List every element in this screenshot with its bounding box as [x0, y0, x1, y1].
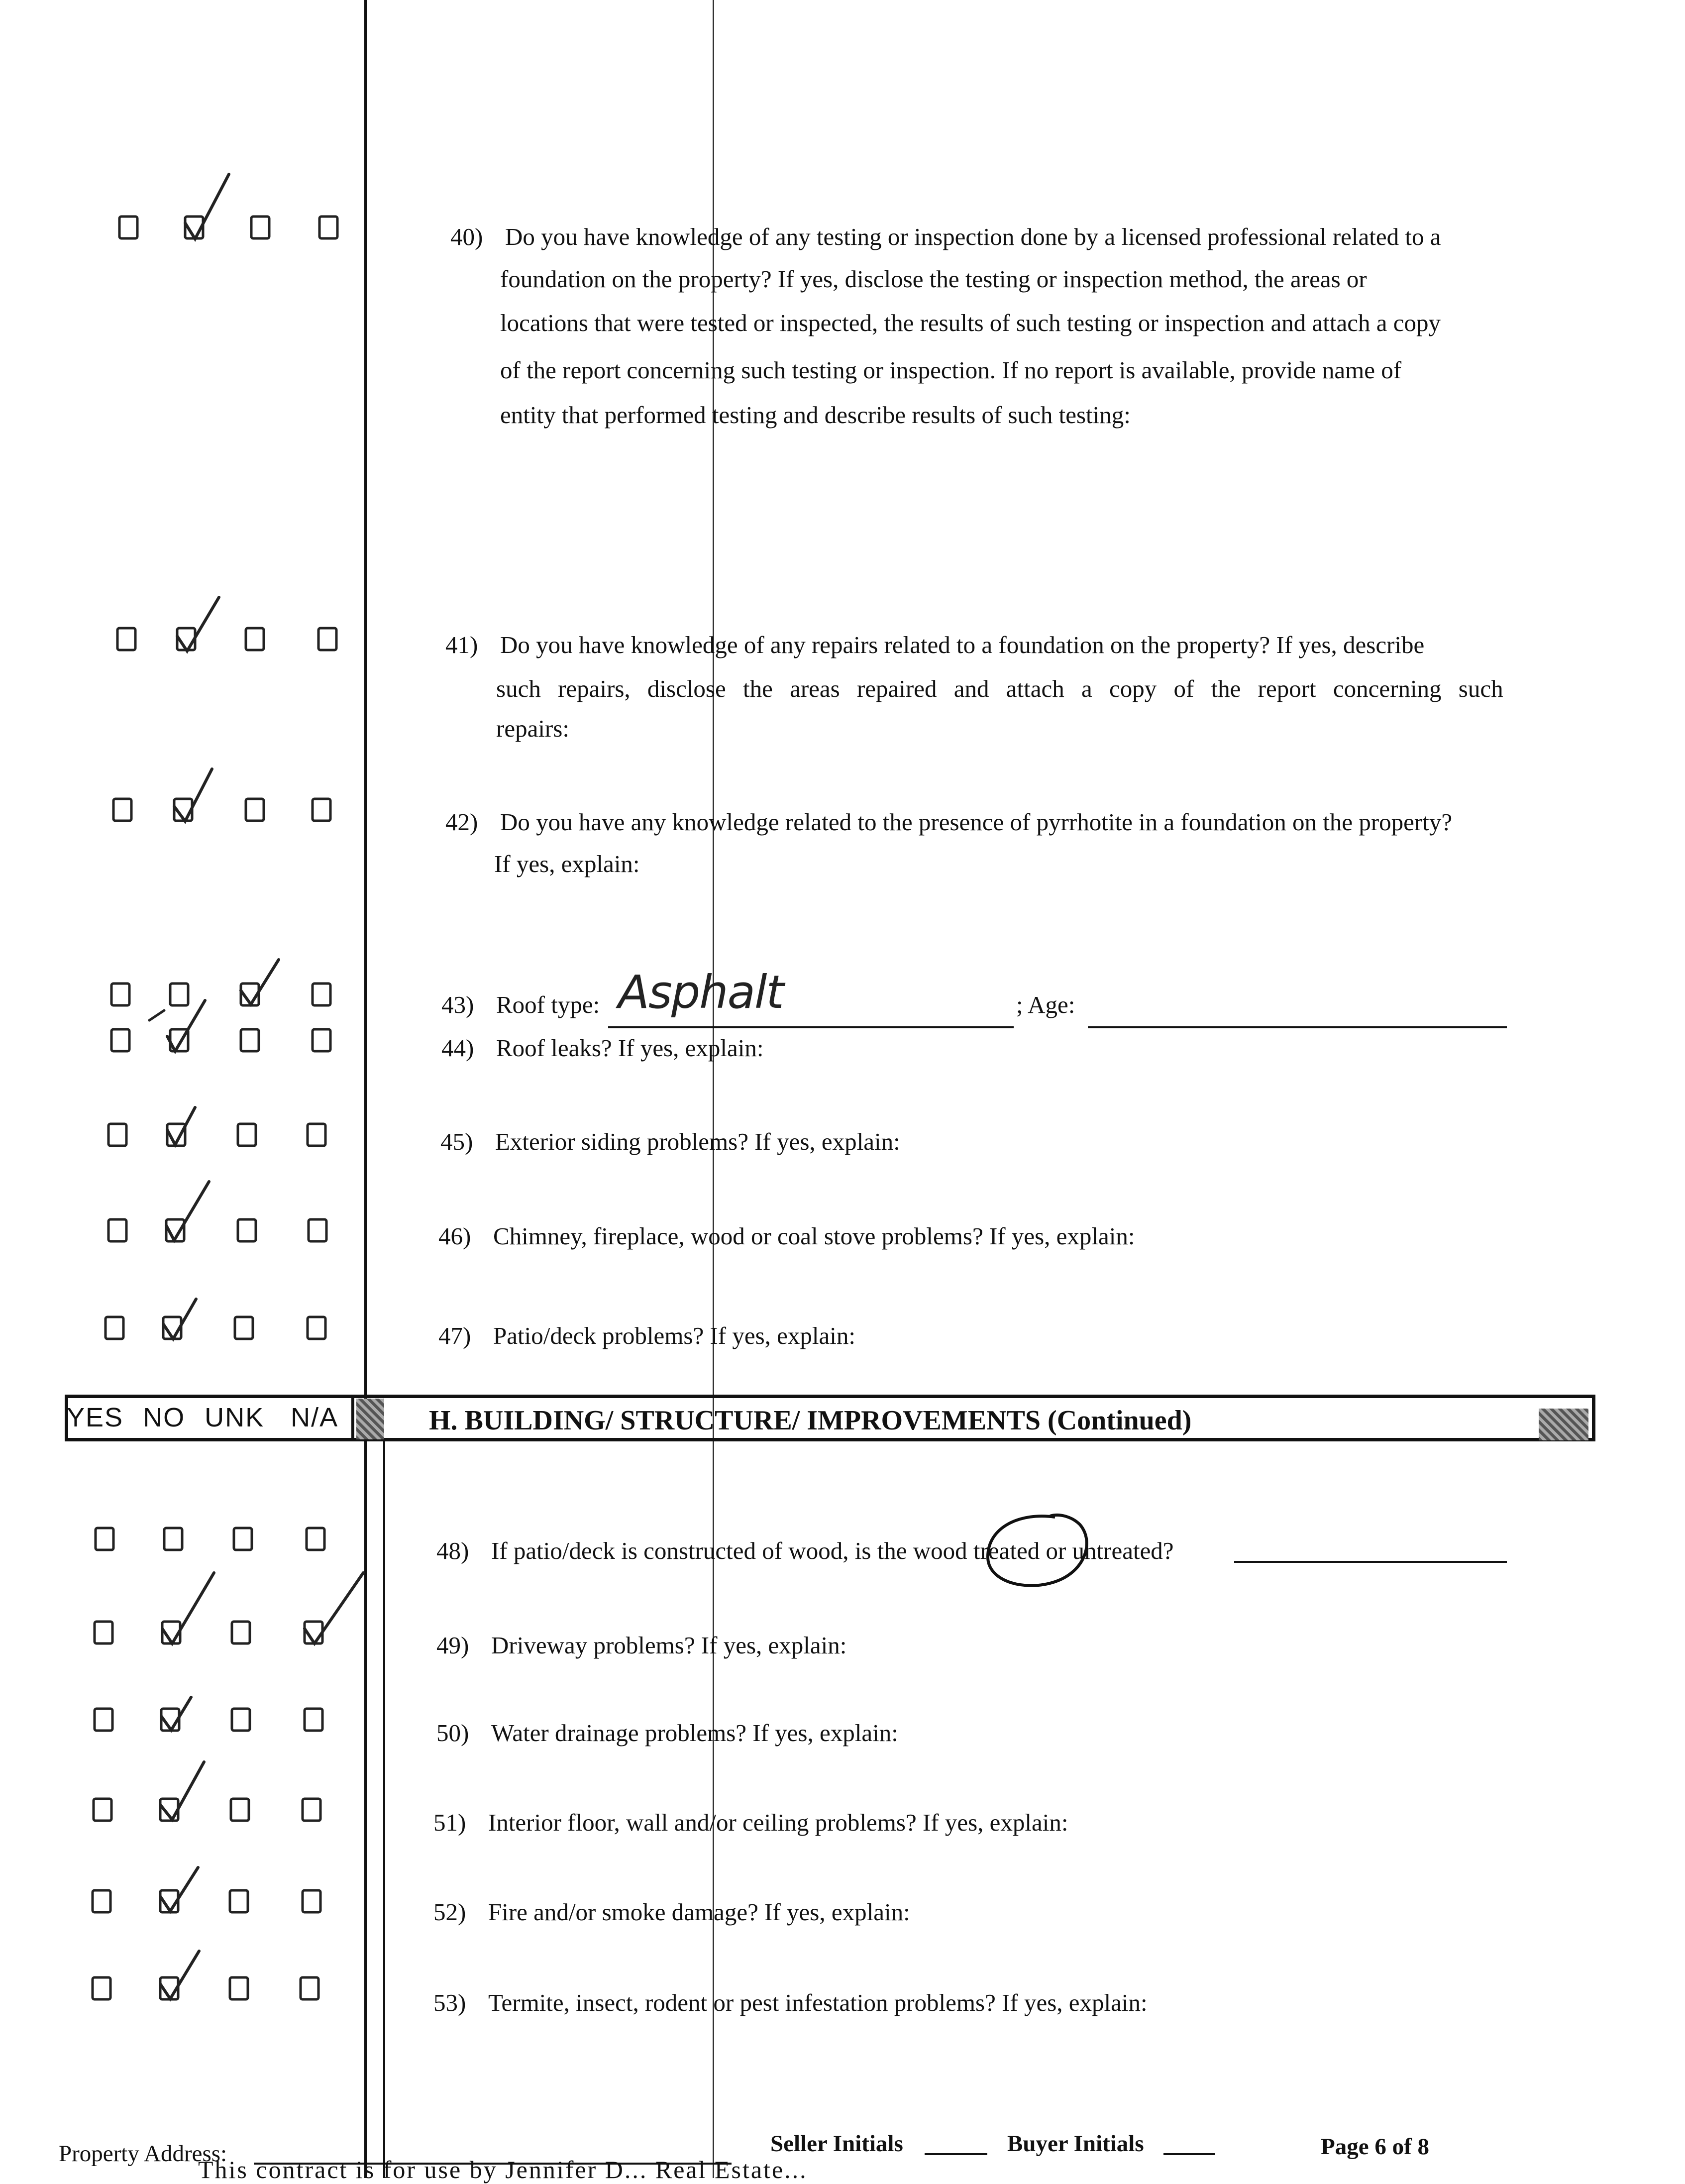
question-number: 47): [438, 1322, 471, 1349]
question-51: [433, 1801, 1068, 1845]
question-number: 44): [441, 1034, 474, 1062]
question-number: 53): [433, 1989, 466, 2016]
roof-type-value: Asphalt: [618, 966, 783, 1019]
question-text: Roof leaks? If yes, explain:: [496, 1034, 764, 1062]
column-header-unk: UNK: [205, 1403, 265, 1432]
checkbox-row-q46: [108, 1182, 326, 1241]
question-49: [436, 1624, 846, 1667]
question-40: [450, 215, 1441, 259]
question-text: Do you have knowledge of any repairs related to a foundation on the property? If yes, describe: [500, 631, 1425, 658]
question-text: Driveway problems? If yes, explain:: [491, 1632, 847, 1659]
question-number: 46): [438, 1222, 471, 1250]
column-divider-line-right: [383, 1441, 385, 2178]
question-40-line2: foundation on the property? If yes, disclose the testing or inspection method, the areas or: [500, 265, 1367, 293]
checkbox-row-q51: [94, 1762, 320, 1821]
seller-initials-field[interactable]: [925, 2128, 987, 2155]
question-40-line3: locations that were tested or inspected, the results of such testing or inspection and attach a copy: [500, 309, 1441, 336]
buyer-initials-field[interactable]: [1163, 2128, 1215, 2155]
question-43: [441, 983, 600, 1027]
checkbox-row-q41: [117, 597, 336, 651]
question-number: 49): [436, 1632, 469, 1659]
checkmark: [161, 1697, 191, 1730]
checkbox-row-q43: [111, 960, 330, 1005]
question-40-line4: of the report concerning such testing or inspection. If no report is available, provide name of: [500, 356, 1402, 384]
age-label: ; Age:: [1016, 991, 1075, 1018]
seller-initials-label: Seller Initials: [770, 2131, 903, 2157]
question-41-line3: repairs:: [496, 715, 569, 742]
question-47: [438, 1314, 855, 1358]
question-text: Patio/deck problems? If yes, explain:: [493, 1322, 855, 1349]
circled-answer-treated: treated: [973, 1537, 1040, 1564]
question-42: [445, 800, 1452, 844]
checkbox-row-q45: [108, 1107, 325, 1146]
question-40-line5: entity that performed testing and describe results of such testing:: [500, 401, 1131, 429]
question-number: 41): [445, 631, 478, 658]
column-header-no: NO: [143, 1403, 186, 1432]
column-headers: [67, 1398, 338, 1437]
question-53: [433, 1981, 1148, 2025]
wood-answer-field[interactable]: [1234, 1538, 1507, 1563]
checkbox-row-q53: [93, 1951, 318, 1999]
question-text: Interior floor, wall and/or ceiling problems? If yes, explain:: [488, 1809, 1068, 1836]
question-45: [440, 1120, 900, 1164]
checkbox-row-q50: [95, 1697, 322, 1731]
question-text: Fire and/or smoke damage? If yes, explain:: [488, 1898, 910, 1926]
checkmark: [166, 1182, 209, 1240]
column-header-na: N/A: [291, 1403, 339, 1432]
question-41: [445, 623, 1424, 667]
header-shade-left: [356, 1399, 384, 1439]
disclaimer-text: This contract is for use by Jennifer D... Real Estate...: [198, 2156, 808, 2184]
checkbox-row-q49: [95, 1573, 363, 1643]
question-52: [433, 1890, 910, 1934]
question-46: [438, 1214, 1135, 1258]
checkmark: [167, 1000, 205, 1051]
question-number: 40): [450, 223, 483, 250]
question-text: Exterior siding problems? If yes, explain:: [495, 1128, 900, 1155]
checkbox-row-q40: [119, 174, 337, 239]
checkbox-row-q48: [96, 1528, 324, 1550]
checkbox-grid: [0, 0, 368, 2090]
property-address-label: Property Address:: [59, 2141, 227, 2167]
checkmark: [305, 1573, 363, 1643]
checkbox-na: [319, 217, 337, 238]
checkmark: [177, 597, 219, 651]
question-number: 51): [433, 1809, 466, 1836]
question-number: 45): [440, 1128, 473, 1155]
question-number: 52): [433, 1898, 466, 1926]
checkmark: [167, 1107, 195, 1145]
hand-drawn-circle: [980, 1507, 1100, 1597]
question-50: [436, 1711, 898, 1755]
checkbox-row-q52: [93, 1867, 320, 1912]
checkbox-row-q42: [113, 769, 330, 821]
header-shade-right: [1539, 1409, 1588, 1440]
question-text: Do you have any knowledge related to the presence of pyrrhotite in a foundation on the property?: [500, 808, 1453, 836]
question-42-line2: If yes, explain:: [494, 850, 640, 877]
question-text: Water drainage problems? If yes, explain:: [491, 1719, 898, 1747]
pen-stroke: [149, 1010, 164, 1020]
question-number: 42): [445, 808, 478, 836]
checkbox-unk: [251, 217, 269, 238]
checkmark: [163, 1299, 196, 1339]
checkmark: [160, 1951, 199, 1999]
question-text: Do you have knowledge of any testing or inspection done by a licensed professional related to a: [505, 223, 1441, 250]
checkmark: [185, 174, 229, 239]
checkbox-yes: [119, 217, 137, 238]
question-number: 50): [436, 1719, 469, 1747]
page-number: Page 6 of 8: [1321, 2134, 1429, 2160]
question-text: If patio/deck is constructed of wood, is the wood: [491, 1537, 967, 1564]
question-number: 48): [436, 1537, 469, 1564]
question-text: Termite, insect, rodent or pest infestation problems? If yes, explain:: [488, 1989, 1148, 2016]
question-41-line2: such repairs, disclose the areas repaired and attach a copy of the report concerning such: [496, 675, 1503, 702]
checkbox-row-q44: [111, 1000, 330, 1051]
question-44: [441, 1026, 763, 1070]
question-number: 43): [441, 991, 474, 1018]
question-text-tail: or untreated?: [1046, 1537, 1174, 1564]
question-text: Chimney, fireplace, wood or coal stove problems? If yes, explain:: [493, 1222, 1135, 1250]
roof-type-field[interactable]: [608, 966, 1014, 1028]
checkbox-row-q47: [105, 1299, 325, 1339]
age-field[interactable]: [1088, 976, 1507, 1028]
roof-type-label: Roof type:: [496, 991, 600, 1018]
column-header-yes: YES: [67, 1403, 124, 1432]
checkmark: [162, 1573, 214, 1643]
section-title: H. BUILDING/ STRUCTURE/ IMPROVEMENTS (Continued): [429, 1405, 1192, 1436]
buyer-initials-label: Buyer Initials: [1007, 2131, 1144, 2157]
checkmark: [160, 1762, 204, 1820]
